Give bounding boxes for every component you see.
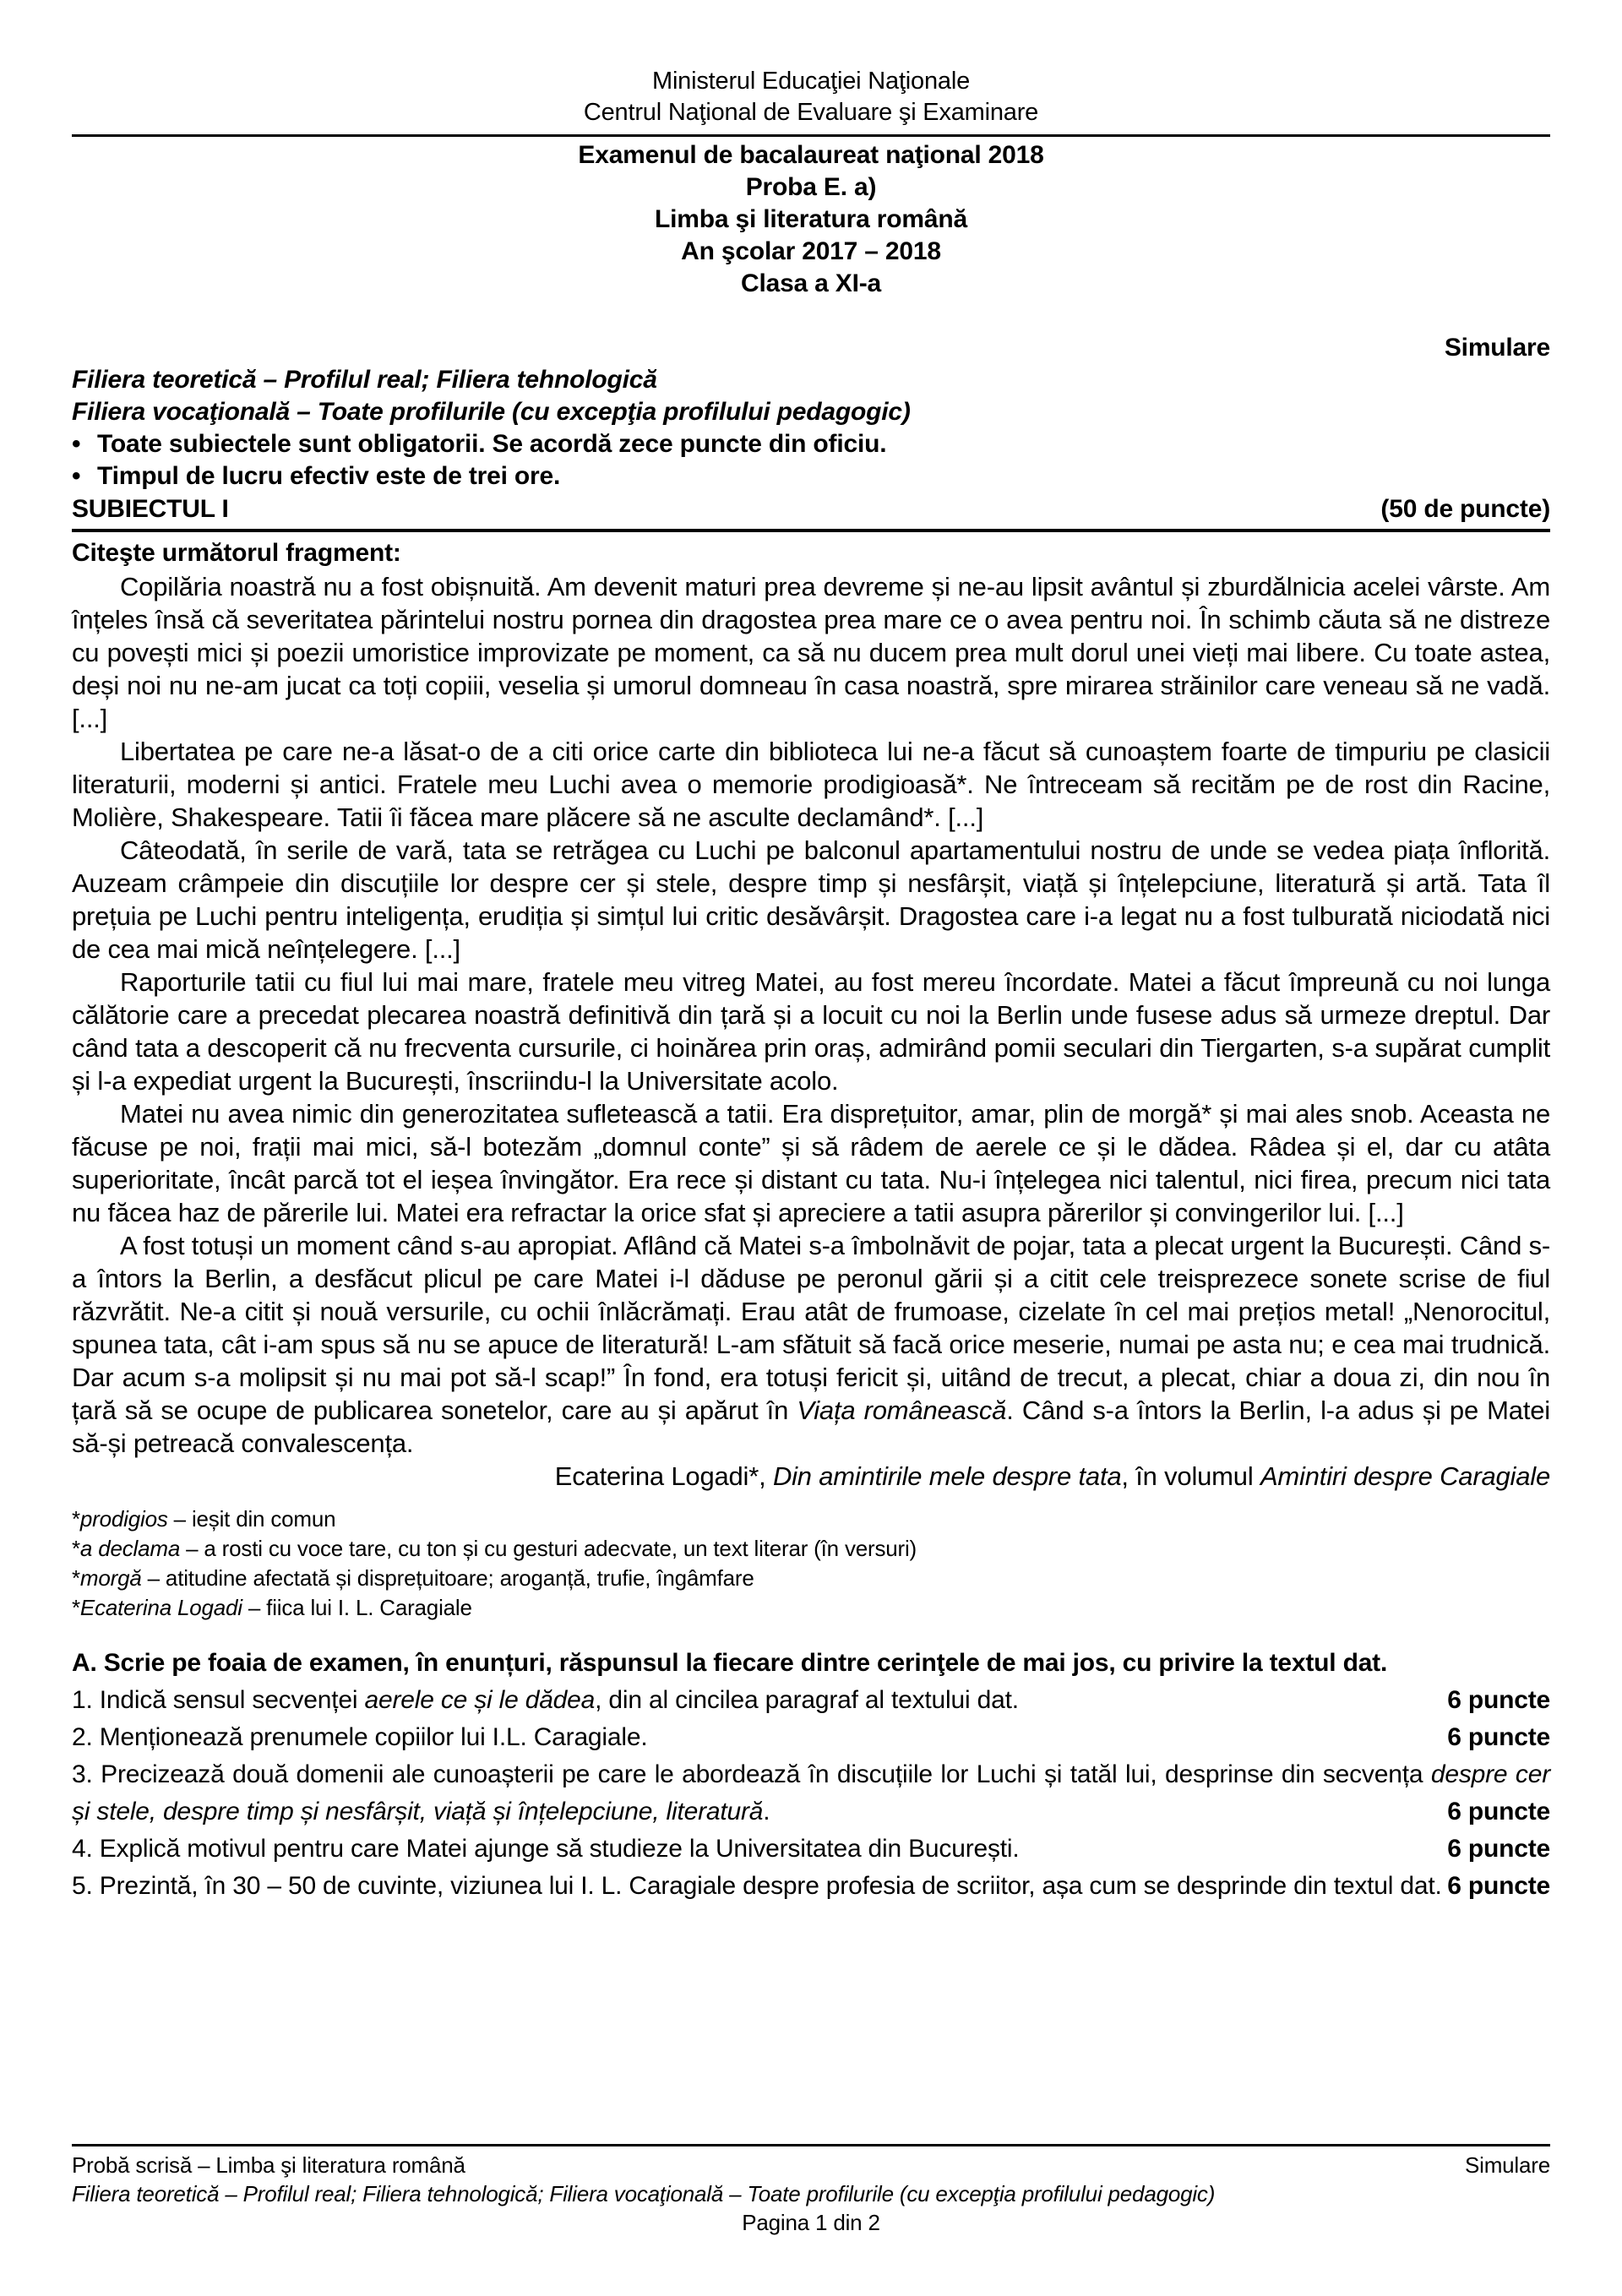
subject-label: SUBIECTUL I [72, 495, 229, 523]
instruction-item [72, 460, 1550, 492]
instruction-text: Timpul de lucru efectiv este de trei ore. [97, 462, 561, 490]
question-3 [72, 1756, 1550, 1831]
question-points: 6 puncte [1447, 1872, 1550, 1900]
footer-session: Simulare [1465, 2152, 1550, 2178]
footer-row [72, 2151, 1550, 2179]
exam-subject-name: Limba şi literatura română [655, 205, 967, 233]
instruction-item [72, 428, 1550, 460]
exam-title: Examenul de bacalaureat naţional 2018 [578, 141, 1044, 169]
question-1 [72, 1682, 1550, 1719]
question-points: 6 puncte [1447, 1798, 1550, 1825]
fragment-attribution: Ecaterina Logadi*, Din amintirile mele despre tata, în volumul Amintiri despre Caragiale [554, 1461, 1550, 1491]
question-text: 4. Explică motivul pentru care Matei ajunge să studieze la Universitatea din București. [72, 1835, 1020, 1863]
question-5 [72, 1868, 1550, 1905]
ministry-name: Ministerul Educaţiei Naţionale [651, 68, 971, 95]
fragment-paragraph: A fost totuși un moment când s-au apropiat. Aflând că Matei s-a îmbolnăvit de pojar, tata a plecat urgent la București. Când s-a întors la Berlin, a desfăcut plicul pe care Matei i-l dăduse pe peronul gării și a citit cele treisprezece sonete scrise de fiul răzvrătit. Ne-a citit și nouă versurile, cu ochii înlăcrămați. Erau atât de frumoase, cizelate în cel mai prețios metal! „Nenorocitul, spunea tata, cât i-am spus să nu se apuce de literatură! L-am sfătuit să facă orice meserie, numai pe asta nu; e cea mai trudnică. Dar acum s-a molipsit și nu mai pot să-l scap!” În fond, era totuși fericit și, uitând de trecut, a plecat, chiar a doua zi, din nou în țară să se ocupe de publicarea sonetelor, care au și apărut în Viața românească. Când s-a întors la Berlin, l-a adus și pe Matei să-și petreacă convalescența. [72, 1231, 1550, 1458]
evaluation-center-name: Centrul Naţional de Evaluare şi Examinare [583, 99, 1039, 126]
subject-points: (50 de puncte) [1380, 495, 1550, 523]
exam-school-year: An şcolar 2017 – 2018 [681, 237, 941, 265]
question-points: 6 puncte [1447, 1723, 1550, 1751]
footer-proba: Probă scrisă – Limba şi literatura română [72, 2152, 465, 2178]
fragment-paragraph: Libertatea pe care ne-a lăsat-o de a citi orice carte din biblioteca lui ne-a făcut să cunoaștem foarte de timpuriu pe clasicii literaturii, moderni și antici. Fratele meu Luchi avea o memorie prodigioasă*. Ne întreceam să recităm pe de rost din Racine, Molière, Shakespeare. Tatii îi făcea mare plăcere să ne asculte declamând*. [...] [72, 737, 1550, 832]
filiera-line-1: Filiera teoretică – Profilul real; Filiera tehnologică [72, 366, 657, 394]
question-2 [72, 1719, 1550, 1756]
fragment-paragraph: Câteodată, în serile de vară, tata se retrăgea cu Luchi pe balconul apartamentului nostru de unde se vedea piața înflorită. Auzeam crâmpeie din discuțiile lor despre cer și stele, despre timp și nesfârșit, viață și înțelepciune, literatură și artă. Tata îl prețuia pe Luchi pentru inteligența, erudiția și simțul lui critic desăvârșit. Dragostea care i-a legat nu a fost tulburată niciodată nici de cea mai mică neînțelegere. [...] [72, 835, 1550, 964]
question-text: 5. Prezintă, în 30 – 50 de cuvinte, viziunea lui I. L. Caragiale despre profesia de scriitor, așa cum se desprinde din textul dat. [72, 1872, 1442, 1900]
fragment-paragraph: Raporturile tatii cu fiul lui mai mare, fratele meu vitreg Matei, au fost mereu încordate. Matei a făcut împreună cu noi lunga călătorie care a precedat plecarea noastră definitivă din țară și a locuit cu noi la Berlin unde fusese adus să urmeze dreptul. Dar când tata a descoperit că nu frecventa cursurile, ci hoinărea prin oraș, admirând pomii seculari din Tiergarten, s-a supărat cumplit și l-a expediat urgent la București, înscriindu-l la Universitate acolo. [72, 967, 1550, 1096]
filiera-line-2: Filiera vocaţională – Toate profilurile (cu excepţia profilului pedagogic) [72, 398, 911, 426]
question-points: 6 puncte [1447, 1835, 1550, 1863]
footer-divider [72, 2144, 1550, 2146]
section-a [72, 1645, 1550, 1905]
footer-filiera: Filiera teoretică – Profilul real; Filiera tehnologică; Filiera vocaţională – Toate profilurile (cu excepţia profilului pedagogic) [72, 2181, 1216, 2206]
fragment-intro: Citeşte următorul fragment: [72, 539, 401, 567]
footnotes-block [72, 1504, 1550, 1623]
footnote: *prodigios – ieșit din comun [72, 1506, 336, 1532]
footnote: *morgă – atitudine afectată și disprețuitoare; aroganță, trufie, îngâmfare [72, 1565, 754, 1591]
bullet-icon: • [72, 462, 81, 490]
question-4 [72, 1831, 1550, 1868]
fragment-paragraph: Copilăria noastră nu a fost obișnuită. Am devenit maturi prea devreme și ne-au lipsit avântul și zburdălnicia acelei vârste. Am înțeles însă că severitatea părintelui nostru pornea din dragostea prea mare ce o avea pentru noi. În schimb căuta să ne distreze cu povești mici și poezii umoristice improvizate pe moment, ca să nu ducem prea mult dorul unei vieți mai libere. Cu toate astea, deși noi nu ne-am jucat ca toți copiii, veselia și umorul domneau în casa noastră, spre mirarea străinilor care veneau să ne vadă. [...] [72, 572, 1550, 733]
exam-grade: Clasa a XI-a [740, 269, 882, 297]
subject-header [72, 492, 1550, 526]
page-footer [72, 2144, 1550, 2237]
section-a-heading: A. Scrie pe foaia de examen, în enunțuri, răspunsul la fiecare dintre cerinţele de mai jos, cu privire la textul dat. [72, 1649, 1388, 1677]
footer-page-number: Pagina 1 din 2 [742, 2210, 880, 2235]
question-points: 6 puncte [1447, 1686, 1550, 1714]
session-label: Simulare [1444, 334, 1550, 362]
exam-proba: Proba E. a) [745, 173, 877, 201]
footnote: *Ecaterina Logadi – fiica lui I. L. Caragiale [72, 1595, 472, 1620]
instruction-text: Toate subiectele sunt obligatorii. Se acordă zece puncte din oficiu. [97, 430, 887, 458]
question-text: 2. Menționează prenumele copiilor lui I.L. Caragiale. [72, 1723, 648, 1751]
fragment-paragraph: Matei nu avea nimic din generozitatea sufletească a tatii. Era disprețuitor, amar, plin de morgă* și mai ales snob. Aceasta ne făcuse pe noi, frații mai mici, să-l botezăm „domnul conte” și să râdem de aerele ce și le dădea. Râdea și el, dar cu atâta superioritate, încât parcă tot el ieșea învingător. Era rece și distant cu tata. Nu-i înțelegea nici talentul, nici firea, precum nici tata nu făcea haz de părerile lui. Matei era refractar la orice sfat și apreciere a tatii asupra părerilor și convingerilor lui. [...] [72, 1099, 1550, 1227]
header-divider [72, 134, 1550, 137]
footnote: *a declama – a rosti cu voce tare, cu ton și cu gesturi adecvate, un text literar (în versuri) [72, 1536, 917, 1561]
subject-divider [72, 529, 1550, 532]
question-text: 3. Precizează două domenii ale cunoașterii pe care le abordează în discuțiile lor Luchi și tatăl lui, desprinse din secvența despre cer și stele, despre timp și nesfârșit, viață și înțelepciune, literatură. [72, 1760, 1550, 1825]
bullet-icon: • [72, 430, 81, 458]
question-text: 1. Indică sensul secvenței aerele ce și le dădea, din al cincilea paragraf al textului dat. [72, 1686, 1019, 1714]
